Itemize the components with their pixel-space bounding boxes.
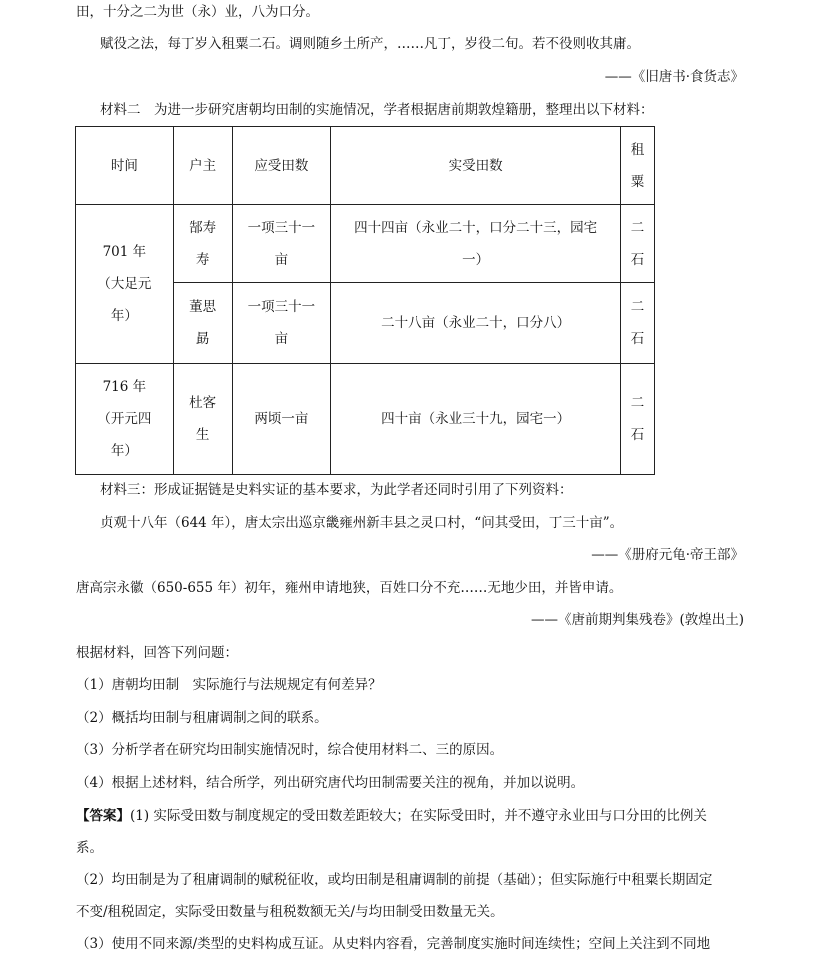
question-2: （2）概括均田制与租庸调制之间的联系。 (76, 710, 328, 726)
owner-cell (173, 364, 232, 475)
should-line: 一项三十一 (247, 219, 316, 236)
question-1: （1）唐朝均田制 实际施行与法规规定有何差异？ (76, 677, 382, 693)
actual-cell: 四十亩（永业三十九，园宅一） (331, 364, 621, 475)
owner-line: 杜客 (189, 395, 217, 411)
source-citation: ——《册府元龟·帝王部》 (591, 547, 744, 563)
land-table (75, 126, 655, 475)
time-line: 701 年 (102, 244, 147, 260)
should-cell (232, 283, 331, 364)
text-line: 田，十分之二为世（永）业，八为口分。 (76, 4, 319, 20)
questions-lead: 根据材料，回答下列问题： (76, 645, 238, 661)
time-cell (76, 205, 174, 364)
time-line: 716 年 (102, 379, 147, 395)
rent-line: 石 (630, 331, 645, 347)
rent-cell (621, 364, 655, 475)
owner-line: 董思 (189, 299, 217, 315)
rent-line: 石 (630, 427, 645, 443)
owner-cell (173, 205, 232, 283)
rent-line: 二 (630, 299, 645, 315)
header-rent (621, 127, 655, 205)
answer-tag: 【答案】 (76, 808, 130, 824)
time-line: （开元四 (97, 411, 152, 427)
owner-line: 郜寿 (189, 219, 217, 236)
time-line: 年） (110, 443, 138, 459)
rent-cell (621, 205, 655, 283)
header-owner: 户主 (173, 127, 232, 205)
actual-line: 一） (462, 251, 490, 268)
should-line: 一项三十一 (247, 299, 316, 315)
header-rent-1: 租 (630, 141, 645, 158)
answer-2-line-1: （2）均田制是为了租庸调制的赋税征收，或均田制是租庸调制的前提（基础）；但实际施行中租粟长期固定 (76, 872, 713, 888)
answer-1-line-1 (76, 806, 707, 826)
should-cell (232, 205, 331, 283)
header-time: 时间 (76, 127, 174, 205)
owner-line: 生 (195, 427, 210, 443)
text-line: 唐高宗永徽（650-655 年）初年，雍州申请地狭，百姓口分不充……无地少田，并皆申请。 (76, 580, 623, 596)
rent-line: 二 (630, 219, 645, 236)
material-heading: 材料二 为进一步研究唐朝均田制的实施情况，学者根据唐前期敦煌籍册，整理出以下材料： (100, 102, 654, 118)
owner-cell (173, 283, 232, 364)
answer-1-line-2: 系。 (76, 840, 103, 856)
material-heading: 材料三：形成证据链是史料实证的基本要求，为此学者还同时引用了下列资料： (100, 482, 573, 498)
answer-text: (1) 实际受田数与制度规定的受田数差距较大；在实际受田时，并不遵守永业田与口分田的比例关 (130, 808, 707, 824)
should-cell: 两顷一亩 (232, 364, 331, 475)
owner-line: 寿 (195, 251, 210, 268)
header-rent-2: 粟 (630, 173, 645, 190)
owner-line: 勗 (195, 331, 210, 347)
rent-cell (621, 283, 655, 364)
answer-3-line-1: （3）使用不同来源/类型的史料构成互证。从史料内容看，完善制度实施时间连续性；空间上关注到不同地 (76, 936, 711, 952)
text-line: 贞观十八年（644 年），唐太宗出巡京畿雍州新丰县之灵口村，“问其受田，丁三十亩”。 (100, 515, 624, 531)
actual-cell (331, 205, 621, 283)
text-line: 赋役之法，每丁岁入租粟二石。调则随乡土所产，……凡丁，岁役二旬。若不役则收其庸。 (100, 36, 640, 52)
should-line: 亩 (274, 251, 289, 268)
source-citation: ——《唐前期判集残卷》(敦煌出土) (530, 612, 744, 628)
actual-cell: 二十八亩（永业二十，口分八） (331, 283, 621, 364)
time-cell (76, 364, 174, 475)
rent-line: 石 (630, 251, 645, 268)
time-line: （大足元 (97, 276, 152, 292)
question-3: （3）分析学者在研究均田制实施情况时，综合使用材料二、三的原因。 (76, 742, 504, 758)
header-should: 应受田数 (232, 127, 331, 205)
time-line: 年） (110, 308, 138, 324)
actual-line: 四十四亩（永业二十，口分二十三，园宅 (354, 219, 598, 236)
rent-line: 二 (630, 395, 645, 411)
should-line: 亩 (274, 331, 289, 347)
answer-2-line-2: 不变/租税固定，实际受田数量与租税数额无关/与均田制受田数量无关。 (76, 904, 504, 920)
header-actual: 实受田数 (331, 127, 621, 205)
question-4: （4）根据上述材料，结合所学，列出研究唐代均田制需要关注的视角，并加以说明。 (76, 775, 585, 791)
source-citation: ——《旧唐书·食货志》 (604, 69, 744, 85)
